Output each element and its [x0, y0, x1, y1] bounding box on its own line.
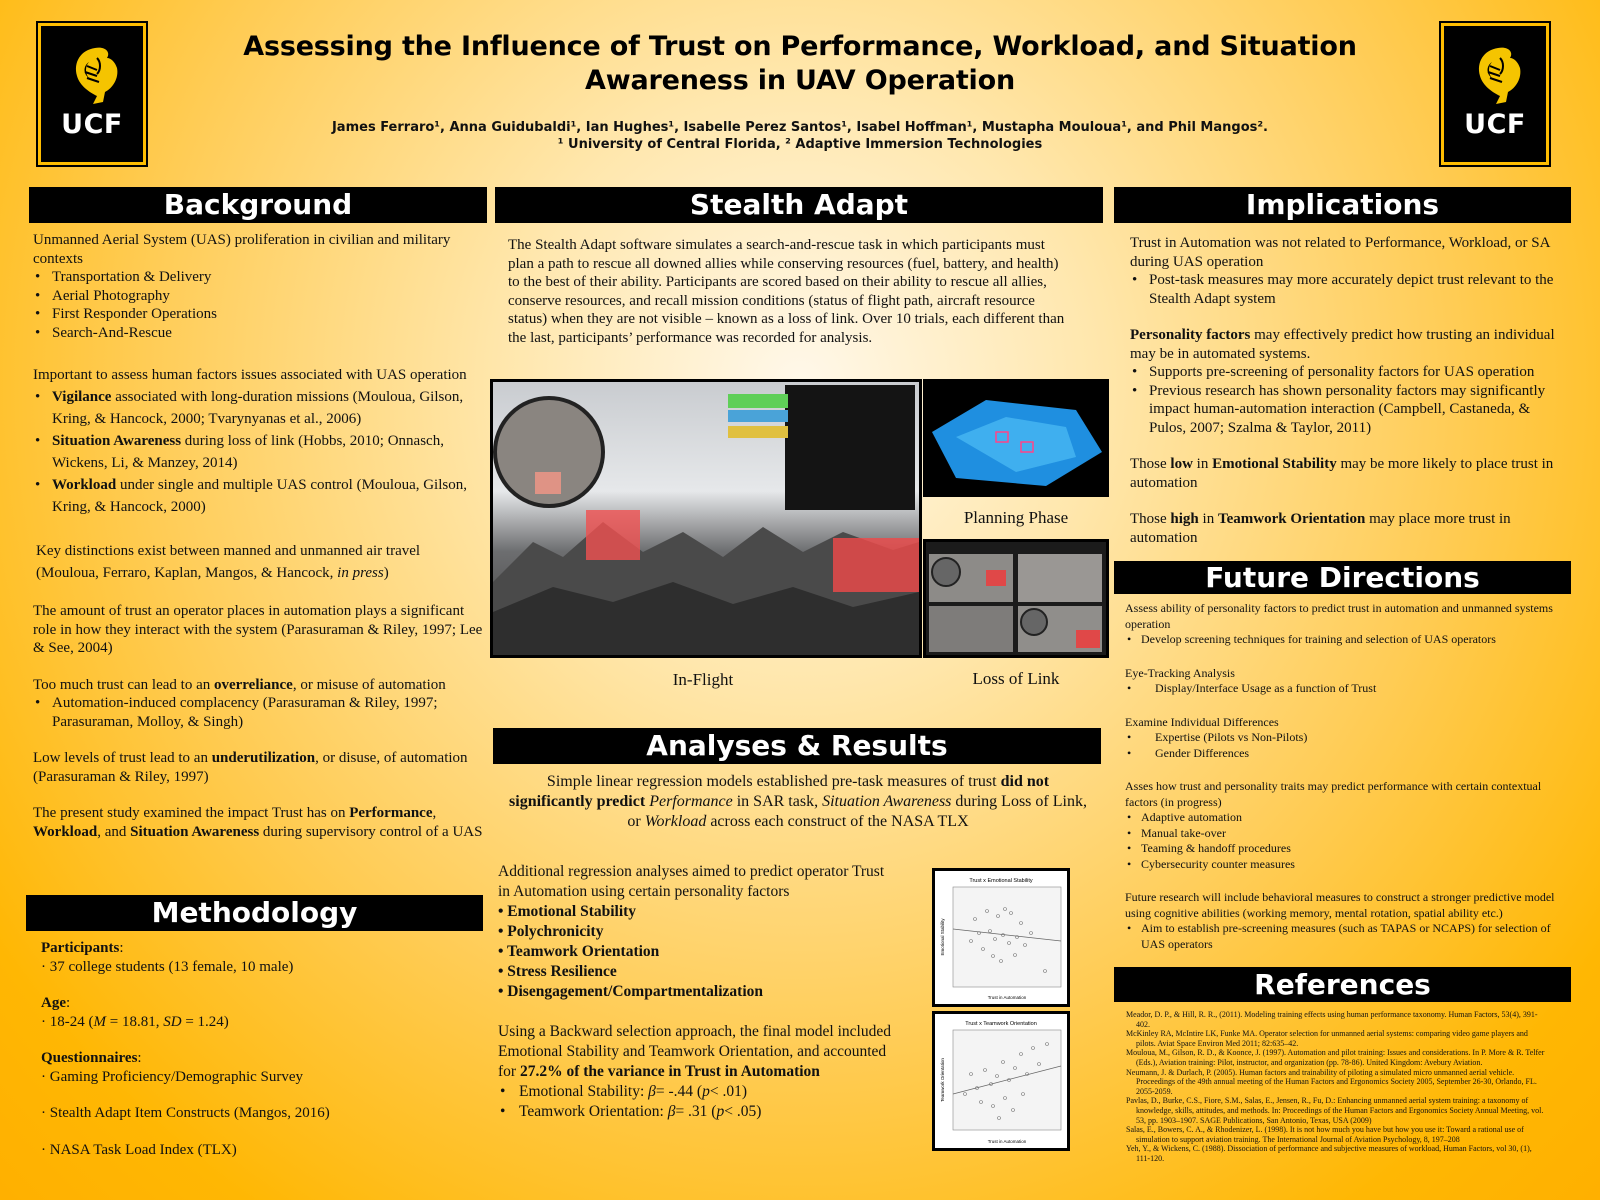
human-factors-intro: Important to assess human factors issues associated with UAS operation	[33, 367, 467, 383]
reference-item: Neumann, J. & Durlach, P. (2005). Human factors and trainability of piloting a simulated micro unmanned aerial vehicle. Proceedings of the 49th annual meeting of the Human Factors and Ergonomics Society 2005, September 26-30, Orlando, FL. 2055-2059.	[1126, 1067, 1537, 1096]
age-label: Age:	[41, 995, 71, 1011]
list-item: • Manual take-over	[1125, 826, 1561, 842]
plot-xlabel: Trust in Automation	[987, 995, 1027, 1000]
reference-item: McKinley RA, McIntire LK, Funke MA. Operator selection for unmanned aerial systems: comparing video game players and pilots. Aviat Space Environ Med 2011; 82:635–42.	[1126, 1029, 1528, 1048]
planning-phase-caption: Planning Phase	[963, 508, 1069, 527]
ucf-logo-text: UCF	[1464, 109, 1526, 140]
scatter-es	[935, 871, 1067, 1004]
factor-item: • Emotional Stability	[498, 903, 637, 920]
implication-main: Trust in Automation was not related to Performance, Workload, or SA during UAS operation	[1130, 235, 1550, 270]
list-item: • Previous research has shown personality factors may significantly impact human-automation interaction (Campbell, Castaneda, & Pulos, 2007; Szalma & Taylor, 2011)	[1130, 382, 1555, 438]
stealth-adapt-description: The Stealth Adapt software simulates a search-and-rescue task in which participants must plan a path to rescue all downed allies while conserving resources (fuel, battery, and health) to the best of their ability. Participants are scored based on their ability to rescue all allies, conserve resources, and recall mission conditions (status of flight path, aircraft resource status) when they are not visible – known as a loss of link. Over 10 trials, each different than the last, participants’ performance was recorded for analysis.	[508, 237, 1065, 346]
list-item: • Cybersecurity counter measures	[1125, 857, 1561, 873]
age-value: · 18-24 (M = 18.81, SD = 1.24)	[41, 1013, 229, 1030]
affiliations: ¹ University of Central Florida, ² Adaptive Immersion Technologies	[557, 137, 1043, 152]
pegasus-icon	[1470, 44, 1526, 106]
ucf-logo-right	[1441, 23, 1549, 165]
future-item: Examine Individual Differences	[1125, 714, 1279, 729]
list-item: • Supports pre-screening of personality factors for UAS operation	[1130, 363, 1555, 382]
plot-title: Trust x Teamwork Orientation	[965, 1021, 1037, 1027]
future-item: Future research will include behavioral measures to construct a stronger predictive model using cognitive abilities (working memory, mental rotation, spatial ability etc.)	[1125, 890, 1555, 920]
reference-item: Salas, E., Bowers, C. A., & Rhodenizer, L. (1998). It is not how much you have but how you use it: Toward a rational use of simulation to support aviation training. The International Journal of Aviation Psychology, 8, 197–208	[1126, 1125, 1524, 1144]
future-item: Asses how trust and personality traits may predict performance with certain contextual factors (in progress)	[1125, 779, 1542, 809]
list-item: • Workload under single and multiple UAS control (Mouloua, Gilson, Kring, & Hancock, 2000)	[33, 474, 485, 518]
uas-proliferation: Unmanned Aerial System (UAS) proliferation in civilian and military contexts	[33, 232, 451, 267]
implications-body	[1130, 234, 1555, 547]
list-item: • Aerial Photography	[33, 287, 485, 306]
reference-item: Yeh, Y., & Wickens, C. (1988). Dissociation of performance and subjective measures of workload, Human Factors, vol 30, (1), 111-120.	[1126, 1144, 1532, 1163]
future-directions-body	[1125, 601, 1561, 952]
list-item: • Develop screening techniques for training and selection of UAS operators	[1125, 632, 1561, 648]
factor-item: • Teamwork Orientation	[498, 943, 660, 960]
ucf-logo-left	[38, 23, 146, 165]
key-distinctions: Key distinctions exist between manned and unmanned air travel (Mouloua, Ferraro, Kaplan, Mangos, & Hancock, in press)	[36, 543, 421, 581]
teamwork-orientation-plot	[932, 1011, 1070, 1151]
underutilization-text: Low levels of trust lead to an underutilization, or disuse, of automation (Parasuraman & Riley, 1997)	[33, 750, 468, 785]
plot-ylabel: Teamwork Orientation	[940, 1058, 945, 1102]
author-list: James Ferraro¹, Anna Guidubaldi¹, Ian Hughes¹, Isabelle Perez Santos¹, Isabel Hoffman¹, Mustapha Mouloua¹, and Phil Mangos².	[331, 120, 1269, 135]
factor-item: • Stress Resilience	[498, 963, 617, 980]
loss-of-link-image	[923, 539, 1109, 658]
references-list	[1126, 1010, 1546, 1164]
personality-factors: Personality factors may effectively predict how trusting an individual may be in automated systems.	[1130, 327, 1555, 362]
coefficient-list	[498, 1082, 896, 1122]
high-teamwork-orientation: Those high in Teamwork Orientation may place more trust in automation	[1130, 511, 1511, 546]
future-item: Eye-Tracking Analysis	[1125, 665, 1235, 680]
reference-item: Pavlas, D., Burke, C.S., Fiore, S.M., Salas, E., Jensen, R., Fu, D.: Enhancing unmanned aerial system training: a taxonomy of knowledge, skills, attitudes, and methods. In: Proceedings of the Human Factors and Ergonomics Society Annual Meeting, vol. 53, pp. 1903–1907. SAGE Publications, San Antonio, Texas, USA (2009)	[1126, 1096, 1544, 1125]
references-heading: References	[1114, 967, 1571, 1002]
list-item: • Adaptive automation	[1125, 810, 1561, 826]
list-item: • Transportation & Delivery	[33, 268, 485, 287]
future-directions-heading: Future Directions	[1114, 561, 1571, 594]
list-item: • Aim to establish pre-screening measures (such as TAPAS or NCAPS) for selection of UAS operators	[1125, 921, 1561, 952]
list-item: • Emotional Stability: β= -.44 (p< .01)	[498, 1082, 896, 1102]
participants-value: · 37 college students (13 female, 10 male)	[41, 958, 294, 975]
poster-title: Assessing the Influence of Trust on Performance, Workload, and Situation Awareness in UAV Operation	[243, 31, 1357, 96]
participants-label: Participants:	[41, 940, 124, 956]
issues-list	[33, 386, 485, 518]
list-item: • Gender Differences	[1125, 746, 1561, 762]
list-item: • Expertise (Pilots vs Non-Pilots)	[1125, 730, 1561, 746]
planning-phase-image	[923, 379, 1109, 497]
list-item: • Post-task measures may more accurately depict trust relevant to the Stealth Adapt system	[1130, 271, 1555, 308]
planning-terrain	[926, 382, 1106, 494]
additional-analyses	[498, 862, 896, 1122]
plot-ylabel: Emotional Stability	[940, 918, 945, 956]
loss-of-link-grid	[926, 542, 1106, 655]
methodology-heading: Methodology	[26, 895, 483, 931]
list-item: • Teaming & handoff procedures	[1125, 841, 1561, 857]
present-study: The present study examined the impact Trust has on Performance, Workload, and Situation Awareness during supervisory control of a UAS	[33, 805, 483, 840]
list-item: • Search-And-Rescue	[33, 324, 485, 343]
reference-item: Mouloua, M., Gilson, R. D., & Koonce, J. (1997). Automation and pilot training: Issues and considerations. In P. More & R. Telfer (Eds.), Aviation training: Pilot, instructor, and organization (pp. 78-86). United Kingdom: Avebury Aviation.	[1126, 1048, 1545, 1067]
overreliance-text: Too much trust can lead to an overreliance, or misuse of automation	[33, 676, 446, 693]
list-item: • Situation Awareness during loss of link (Hobbs, 2010; Onnasch, Wickens, Li, & Manzey, 2014)	[33, 430, 485, 474]
factor-item: • Polychronicity	[498, 923, 604, 940]
questionnaire-item: · Gaming Proficiency/Demographic Survey	[41, 1068, 304, 1085]
background-body	[33, 231, 485, 841]
factor-item: • Disengagement/Compartmentalization	[498, 983, 764, 1000]
questionnaire-item: · NASA Task Load Index (TLX)	[41, 1141, 237, 1158]
analyses-heading: Analyses & Results	[493, 728, 1101, 764]
in-flight-caption: In-Flight	[672, 670, 734, 689]
uas-use-list	[33, 268, 485, 342]
emotional-stability-plot	[932, 868, 1070, 1007]
ucf-logo-text: UCF	[61, 109, 123, 140]
plot-title: Trust x Emotional Stability	[969, 878, 1033, 884]
plot-xlabel: Trust in Automation	[987, 1139, 1027, 1144]
authors-block	[160, 119, 1440, 153]
questionnaire-item: · Stealth Adapt Item Constructs (Mangos, 2016)	[41, 1105, 330, 1121]
backward-selection: Using a Backward selection approach, the final model included Emotional Stability and Teamwork Orientation, and accounted for 27.2% of the variance in Trust in Automation	[498, 1023, 891, 1080]
additional-intro: Additional regression analyses aimed to predict operator Trust in Automation using certain personality factors	[498, 863, 885, 900]
list-item: • Teamwork Orientation: β= .31 (p< .05)	[498, 1102, 896, 1122]
loss-of-link-caption: Loss of Link	[972, 669, 1060, 688]
list-item: • Display/Interface Usage as a function of Trust	[1125, 681, 1561, 697]
list-item: • First Responder Operations	[33, 305, 485, 324]
list-item: • Vigilance associated with long-duration missions (Mouloua, Gilson, Kring, & Hancock, 2000; Tvarynyanas et al., 2006)	[33, 386, 485, 430]
low-emotional-stability: Those low in Emotional Stability may be more likely to place trust in automation	[1130, 456, 1554, 491]
trust-role: The amount of trust an operator places in automation plays a significant role in how they interact with the system (Parasuraman & Riley, 1997; Lee & See, 2004)	[33, 603, 483, 656]
pegasus-icon	[67, 44, 123, 106]
list-item: • Automation-induced complacency (Parasuraman & Riley, 1997; Parasuraman, Molloy, & Singh)	[33, 694, 485, 731]
methodology-body	[41, 939, 471, 1159]
in-flight-image	[490, 379, 922, 658]
in-flight-scene	[493, 382, 919, 655]
reference-item: Meador, D. P., & Hill, R. R., (2011). Modeling training effects using human performance taxonomy. Human Factors, 53(4), 391-402.	[1126, 1010, 1538, 1029]
stealth-adapt-heading: Stealth Adapt	[495, 187, 1103, 223]
background-heading: Background	[29, 187, 487, 223]
regression-summary: Simple linear regression models established pre-task measures of trust did not significantly predict Performance in SAR task, Situation Awareness during Loss of Link, or Workload across each construct of the NASA TLX	[509, 773, 1087, 830]
scatter-tw	[935, 1014, 1067, 1148]
questionnaires-label: Questionnaires:	[41, 1050, 142, 1066]
implications-heading: Implications	[1114, 187, 1571, 223]
future-item: Assess ability of personality factors to predict trust in automation and unmanned systems operation	[1125, 601, 1553, 631]
